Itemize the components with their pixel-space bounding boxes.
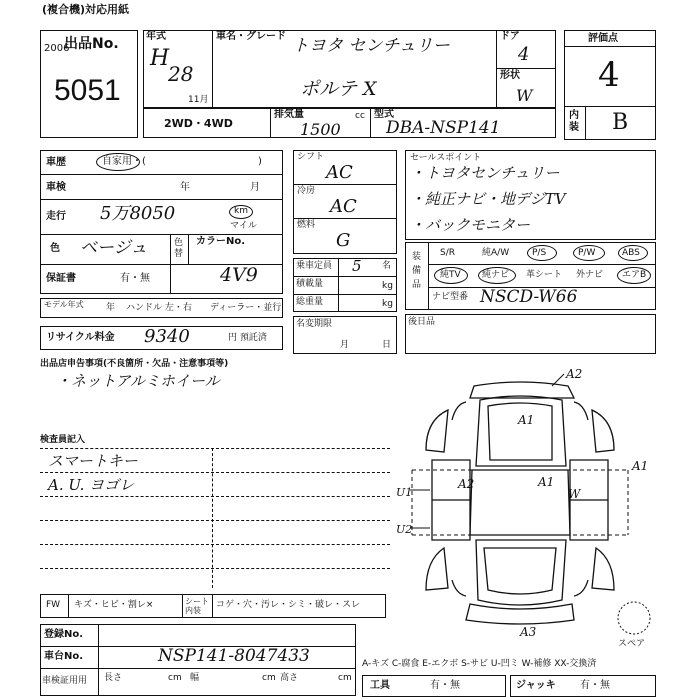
load-label: 積載量: [296, 279, 324, 289]
color-no-label: カラーNo.: [196, 236, 246, 247]
sales-point-line: ・トヨタセンチュリー: [410, 164, 560, 182]
color-label: 色: [50, 243, 60, 254]
tools-label: 工具: [370, 680, 390, 691]
capacity-label: 乗車定員: [296, 261, 333, 271]
cert-width-label: 幅: [190, 673, 200, 683]
jack-label: ジャッキ: [516, 680, 556, 691]
recycle-unit: 円 預託済: [228, 333, 267, 343]
shape-label: 形状: [500, 70, 520, 81]
tools-options: 有・無: [430, 680, 460, 691]
capacity-unit: 名: [382, 261, 392, 271]
recycle-value: 9340: [144, 326, 190, 347]
color-no-value: 4V9: [220, 264, 258, 286]
name-change-label: 名変期限: [296, 319, 333, 329]
damage-mark: A1: [518, 413, 535, 427]
history-value: 自家用・(: [102, 156, 146, 167]
inspector-note: A. U. ヨゴレ: [48, 476, 135, 494]
cert-length-label: 長さ: [104, 673, 123, 683]
seller-notes-label: 出品店申告事項(不良箇所・欠品・注意事項等): [40, 359, 229, 369]
aircon-label: 冷房: [297, 186, 316, 196]
cert-height-unit: cm: [338, 673, 352, 683]
load-unit: kg: [382, 281, 393, 291]
aircon-value: AC: [330, 196, 357, 217]
inspection-month-unit: 月: [250, 182, 260, 193]
gross-weight-unit: kg: [382, 299, 393, 309]
doors-label: ドア: [500, 31, 520, 42]
capacity-value: 5: [352, 257, 362, 275]
sheet-header-note: (複合機)対応用紙: [42, 3, 130, 16]
handle-label: ハンドル 左・右: [126, 303, 192, 313]
model-code-value: DBA-NSP141: [386, 118, 501, 138]
name-change-month: 月: [340, 340, 350, 350]
fuel-value: G: [336, 230, 351, 251]
score-value: 4: [598, 55, 620, 95]
model-term-label: モデル年式: [44, 300, 84, 309]
inspection-label: 車検: [46, 182, 66, 193]
color-change-label: 色替: [174, 238, 184, 259]
fw-label: FW: [46, 600, 61, 610]
seller-notes-text: ・ネットアルミホイール: [56, 372, 220, 390]
rear-items-label: 後日品: [408, 317, 436, 327]
navi-model-label: ナビ型番: [432, 292, 469, 302]
history-close: ): [258, 156, 262, 167]
sales-points-label: セールスポイント: [410, 153, 482, 163]
damage-mark: A1: [538, 475, 555, 489]
jack-options: 有・無: [580, 680, 610, 691]
mileage-unit-km: km: [234, 206, 248, 216]
spare-label: スペア: [618, 639, 646, 649]
lot-label: 出品No.: [64, 36, 119, 52]
warranty-label: 保証書: [46, 273, 76, 284]
gross-weight-label: 総重量: [296, 297, 324, 307]
equip-navi: 純ナビ: [482, 270, 510, 280]
equipment-label: 装備品: [412, 252, 422, 290]
damage-mark: U2: [396, 523, 413, 536]
displacement-value: 1500: [300, 120, 341, 139]
seat-label: シート内装: [185, 597, 209, 615]
mileage-label: 走行: [46, 211, 66, 222]
model-year-era: H: [150, 46, 170, 71]
car-name-value: トヨタ センチュリー: [292, 36, 450, 56]
equip-aw: 純A/W: [482, 248, 510, 258]
car-name-label: 車名・グレード: [216, 31, 286, 42]
inspector-note: スマートキー: [48, 452, 138, 470]
mileage-value: 5万8050: [100, 203, 176, 224]
model-year-value: 28: [168, 62, 194, 86]
fw-items: キズ・ヒビ・割レ×: [74, 600, 154, 610]
rear-items-box: [405, 314, 656, 354]
damage-legend: A-キズ C-腐食 E-エクボ S-サビ U-凹ミ W-補修 XX-交換済: [362, 659, 597, 669]
model-term-year: 年: [106, 303, 116, 313]
history-label: 車歴: [46, 157, 66, 168]
damage-mark: A3: [520, 625, 537, 639]
model-year-label: 年式: [146, 31, 166, 42]
inspection-year-unit: 年: [180, 182, 190, 193]
model-code-label: 型式: [374, 109, 394, 120]
sales-point-line: ・純正ナビ・地デジTV: [410, 190, 566, 208]
seat-items: コゲ・穴・汚レ・シミ・破レ・スレ: [216, 600, 361, 610]
equip-sr: S/R: [440, 248, 455, 258]
damage-mark: A2: [458, 477, 475, 491]
sales-point-line: ・バックモニター: [410, 216, 531, 234]
equip-tv: 純TV: [440, 270, 461, 280]
car-grade-value: ポルテ X: [300, 78, 377, 100]
mileage-unit-mile: マイル: [230, 221, 257, 231]
cert-height-label: 高さ: [280, 673, 299, 683]
shape-value: W: [516, 86, 533, 105]
equip-pw: P/W: [578, 248, 596, 258]
displacement-label: 排気量: [274, 109, 304, 120]
interior-label: 内装: [569, 110, 579, 133]
dealer-label: ディーラー・並行: [210, 303, 282, 313]
doors-value: 4: [518, 44, 530, 65]
drive-label: 2WD・4WD: [164, 117, 233, 130]
equip-abs: ABS: [622, 248, 640, 258]
cert-length-unit: cm: [168, 673, 182, 683]
registration-label: 登録No.: [44, 629, 84, 640]
shift-value: AC: [326, 162, 353, 183]
navi-model-value: NSCD-W66: [480, 287, 578, 307]
chassis-label: 車台No.: [44, 651, 84, 662]
cert-width-unit: cm: [262, 673, 276, 683]
chassis-value: NSP141-8047433: [158, 646, 310, 666]
model-year-month: 11月: [188, 95, 209, 105]
equip-ps: P/S: [532, 248, 547, 258]
interior-value: B: [612, 110, 629, 135]
shift-label: シフト: [297, 152, 325, 162]
name-change-day: 日: [382, 340, 392, 350]
equip-ext-navi: 外ナビ: [576, 270, 604, 280]
lot-year: 2006: [44, 43, 70, 54]
fuel-label: 燃料: [297, 220, 316, 230]
damage-mark: A1: [632, 459, 649, 473]
damage-mark: W: [568, 487, 581, 501]
equip-leather: 革シート: [526, 270, 563, 280]
damage-mark: A2: [566, 367, 583, 381]
lot-number: 5051: [54, 74, 121, 107]
score-label: 評価点: [588, 33, 618, 44]
inspector-label: 検査員記入: [40, 435, 86, 445]
warranty-options: 有・無: [120, 273, 150, 284]
displacement-unit: cc: [355, 111, 365, 121]
color-value: ベージュ: [80, 238, 148, 258]
vehicle-cert-label: 車検証用用: [42, 676, 88, 686]
recycle-label: リサイクル料金: [46, 332, 115, 343]
equip-airbag: エアB: [622, 270, 647, 280]
damage-mark: U1: [396, 486, 413, 499]
